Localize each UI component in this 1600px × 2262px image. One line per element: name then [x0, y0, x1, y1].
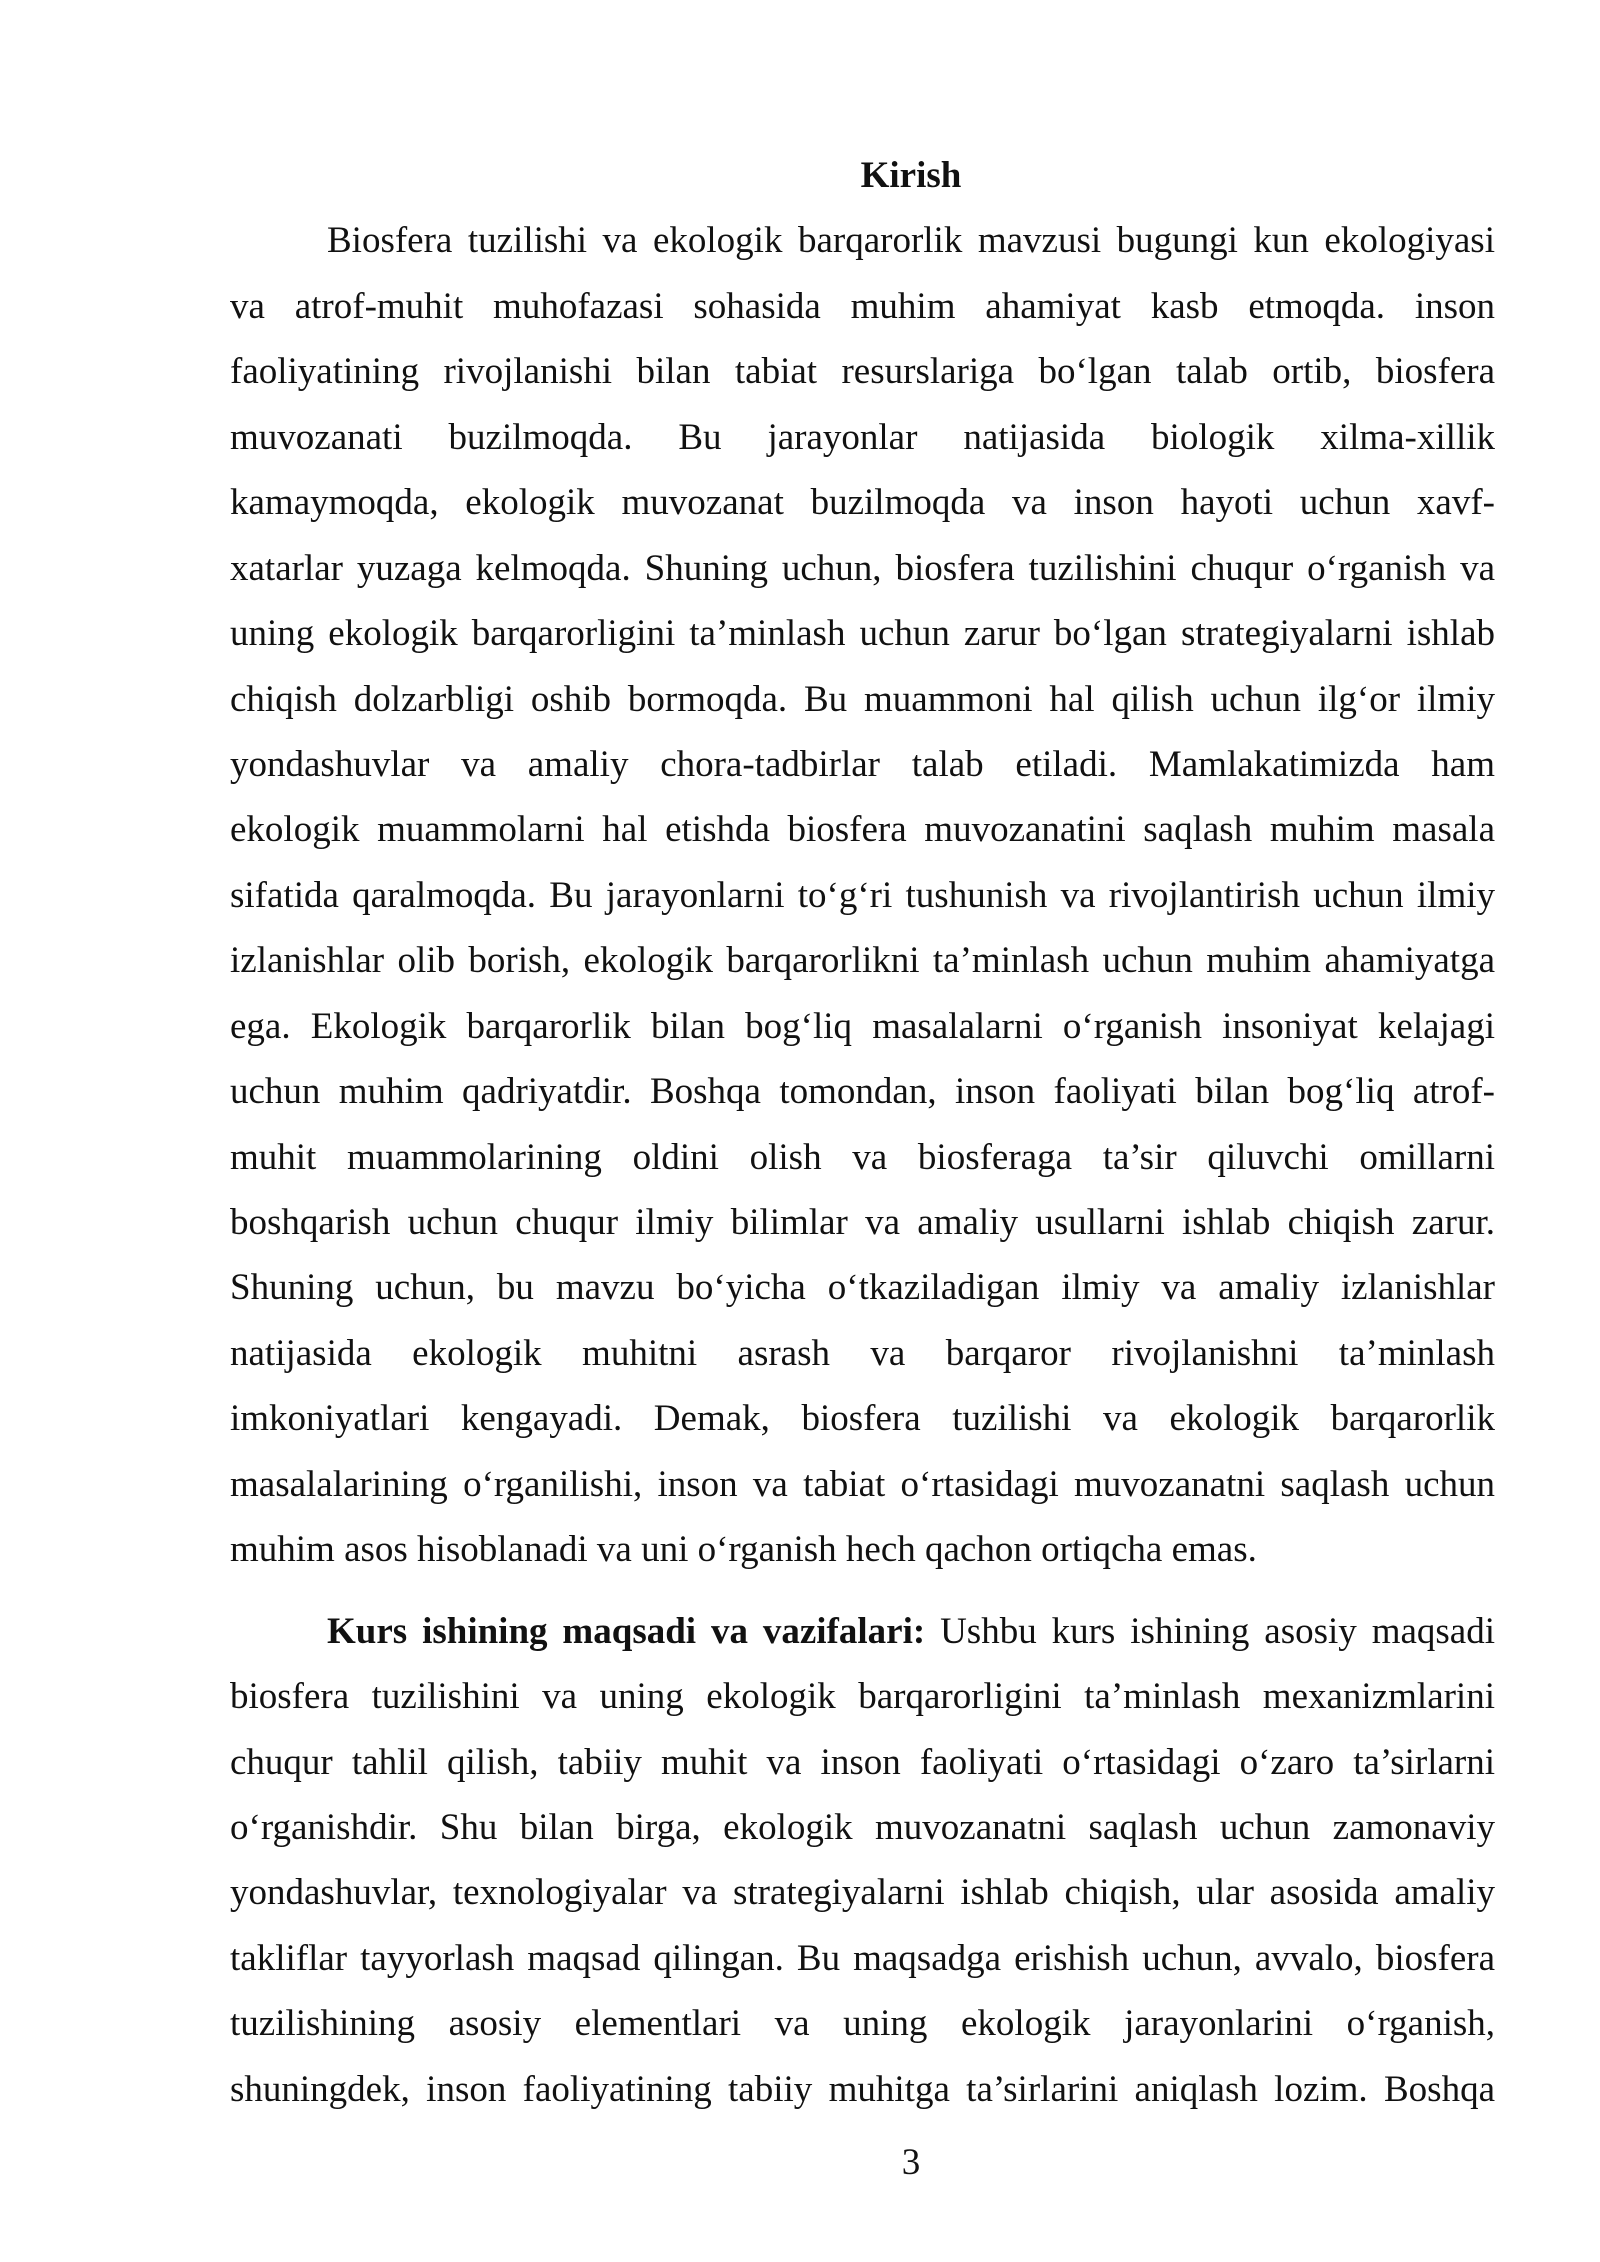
text-line: yondashuvlar, texnologiyalar va strategiyalarni ishlab chiqish, ular asosida amaliy [230, 1872, 1495, 1914]
text-line: va atrof-muhit muhofazasi sohasida muhim ahamiyat kasb etmoqda. inson [230, 285, 1495, 327]
text-run: Ushbu kurs ishining asosiy maqsadi [940, 1610, 1496, 1652]
text-line: faoliyatining rivojlanishi bilan tabiat resurslariga bo‘lgan talab ortib, biosfera [230, 351, 1495, 393]
text-line: takliflar tayyorlash maqsad qilingan. Bu maqsadga erishish uchun, avvalo, biosfera [230, 1937, 1495, 1979]
text-line: natijasida ekologik muhitni asrash va barqaror rivojlanishni ta’minlash [230, 1332, 1495, 1374]
text-line: muvozanati buzilmoqda. Bu jarayonlar natijasida biologik xilma-xillik [230, 416, 1495, 458]
text-line: izlanishlar olib borish, ekologik barqarorlikni ta’minlash uchun muhim ahamiyatga [230, 940, 1495, 982]
section-heading: Kirish [860, 155, 962, 196]
text-line: sifatida qaralmoqda. Bu jarayonlarni to‘g‘ri tushunish va rivojlantirish uchun ilmiy [230, 874, 1495, 916]
text-line: boshqarish uchun chuqur ilmiy bilimlar va amaliy usullarni ishlab chiqish zarur. [230, 1202, 1495, 1243]
text-line: kamaymoqda, ekologik muvozanat buzilmoqda va inson hayoti uchun xavf- [230, 482, 1495, 524]
text-line: uchun muhim qadriyatdir. Boshqa tomondan, inson faoliyati bilan bog‘liq atrof- [230, 1071, 1495, 1113]
page-number: 3 [901, 2142, 921, 2183]
aims-lead-label: Kurs ishining maqsadi va vazifalari: [327, 1610, 926, 1652]
text-line: biosfera tuzilishini va uning ekologik barqarorligini ta’minlash mexanizmlarini [230, 1676, 1495, 1718]
text-line: chuqur tahlil qilish, tabiiy muhit va inson faoliyati o‘rtasidagi o‘zaro ta’sirlarni [230, 1741, 1495, 1783]
text-line: masalalarining o‘rganilishi, inson va tabiat o‘rtasidagi muvozanatni saqlash uchun [230, 1463, 1495, 1505]
text-line: imkoniyatlari kengayadi. Demak, biosfera tuzilishi va ekologik barqarorlik [230, 1398, 1495, 1440]
text-line [230, 1599, 1495, 1664]
text-line: Biosfera tuzilishi va ekologik barqarorlik mavzusi bugungi kun ekologiyasi [327, 220, 1495, 262]
text-line: uning ekologik barqarorligini ta’minlash uchun zarur bo‘lgan strategiyalarni ishlab [230, 613, 1495, 655]
page-body [230, 143, 1495, 2122]
text-line: ega. Ekologik barqarorlik bilan bog‘liq masalalarni o‘rganish insoniyat kelajagi [230, 1005, 1495, 1047]
text-line: yondashuvlar va amaliy chora-tadbirlar talab etiladi. Mamlakatimizda ham [230, 743, 1495, 785]
text-line: Shuning uchun, bu mavzu bo‘yicha o‘tkaziladigan ilmiy va amaliy izlanishlar [230, 1267, 1495, 1309]
text-line: shuningdek, inson faoliyatining tabiiy muhitga ta’sirlarini aniqlash lozim. Boshqa [230, 2068, 1495, 2110]
text-line: tuzilishining asosiy elementlari va uning ekologik jarayonlarini o‘rganish, [230, 2003, 1495, 2045]
text-line: muhit muammolarining oldini olish va biosferaga ta’sir qiluvchi omillarni [230, 1136, 1495, 1178]
text-line: chiqish dolzarbligi oshib bormoqda. Bu muammoni hal qilish uchun ilg‘or ilmiy [230, 678, 1495, 720]
text-line: muhim asos hisoblanadi va uni o‘rganish hech qachon ortiqcha emas. [230, 1529, 1257, 1571]
paragraph-introduction [230, 208, 1495, 1582]
paragraph-aims-and-objectives [230, 1599, 1495, 2123]
text-line: xatarlar yuzaga kelmoqda. Shuning uchun, biosfera tuzilishini chuqur o‘rganish va [230, 547, 1495, 589]
text-line: o‘rganishdir. Shu bilan birga, ekologik muvozanatni saqlash uchun zamonaviy [230, 1806, 1495, 1848]
text-line: ekologik muammolarni hal etishda biosfera muvozanatini saqlash muhim masala [230, 809, 1495, 851]
